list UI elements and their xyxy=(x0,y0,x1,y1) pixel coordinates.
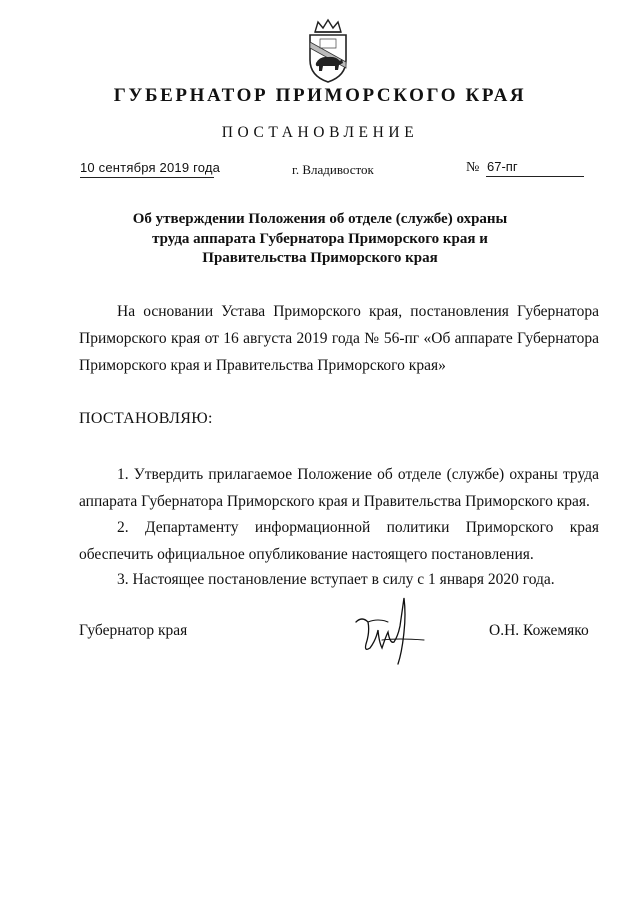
document-type: ПОСТАНОВЛЕНИЕ xyxy=(221,124,419,141)
document-number: 67-пг xyxy=(487,159,518,174)
number-underline xyxy=(486,176,584,177)
decree-item-3: 3. Настоящее постановление вступает в силу с 1 января 2020 года. xyxy=(117,571,555,588)
decree-item-2: 2. Департаменту информационной политики Приморского края обеспечить официальное опубликование настоящего постановления. xyxy=(79,519,599,563)
signer-name: О.Н. Кожемяко xyxy=(489,622,589,639)
document-date: 10 сентября 2019 года xyxy=(80,160,221,175)
decree-word: ПОСТАНОВЛЯЮ: xyxy=(79,410,213,427)
decree-item-1: 1. Утвердить прилагаемое Положение об отделе (службе) охраны труда аппарата Губернатора Приморского края и Правительства Приморского края. xyxy=(79,466,599,510)
signer-position: Губернатор края xyxy=(79,622,188,639)
document-title: Об утверждении Положения об отделе (службе) охраны труда аппарата Губернатора Приморского края и Правительства Приморского края xyxy=(132,211,508,266)
document-city: г. Владивосток xyxy=(292,162,374,177)
basis-paragraph: На основании Устава Приморского края, постановления Губернатора Приморского края от 16 августа 2019 года № 56-пг «Об аппарате Губернатора Приморского края и Правительства Приморского края» xyxy=(79,303,599,374)
date-underline xyxy=(80,177,214,178)
number-sign: № xyxy=(466,160,480,175)
coat-of-arms-icon xyxy=(298,18,358,84)
handwritten-signature xyxy=(348,592,426,666)
issuing-authority: ГУБЕРНАТОР ПРИМОРСКОГО КРАЯ xyxy=(113,85,527,106)
